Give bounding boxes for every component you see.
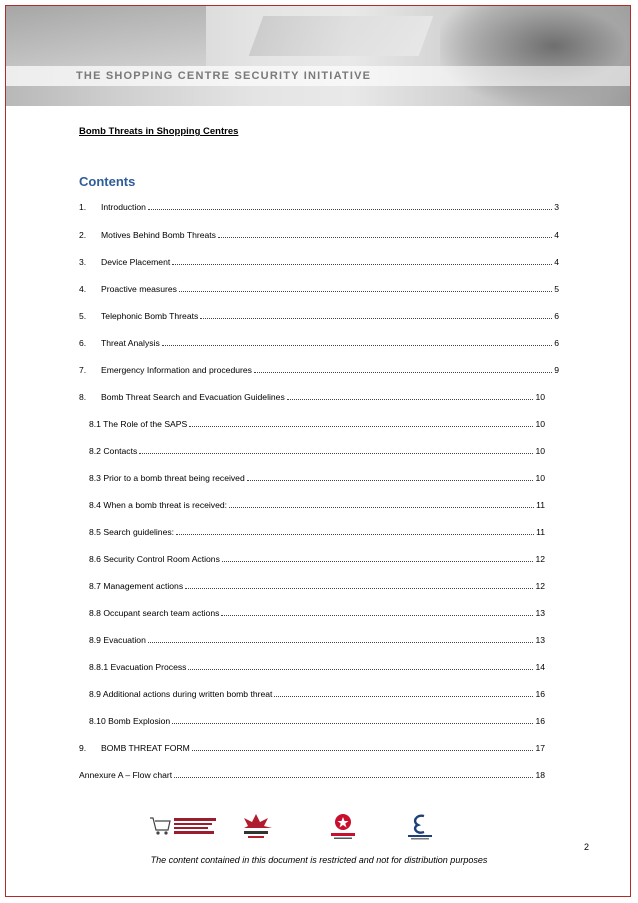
toc-dot-leader <box>162 337 552 346</box>
toc-entry-page: 11 <box>536 527 545 537</box>
crime-prevention-programme-logo <box>148 812 218 840</box>
toc-entry-label: 8.5 Search guidelines: <box>89 527 175 537</box>
toc-entry[interactable] <box>89 553 545 567</box>
toc-entry-label: Threat Analysis <box>101 338 160 348</box>
toc-dot-leader <box>247 472 534 481</box>
toc-dot-leader <box>192 742 534 751</box>
toc-dot-leader <box>229 499 534 508</box>
toc-entry-page: 4 <box>554 257 559 267</box>
toc-entry-label: Telephonic Bomb Threats <box>101 311 199 321</box>
toc-dot-leader <box>222 553 534 562</box>
toc-entry-label: 8.2 Contacts <box>89 446 138 456</box>
toc-entry-page: 10 <box>535 446 545 456</box>
toc-entry-label: 8.6 Security Control Room Actions <box>89 554 220 564</box>
toc-entry[interactable] <box>79 256 559 270</box>
banner-photo-shape <box>440 6 630 106</box>
toc-entry-label: 8.7 Management actions <box>89 581 184 591</box>
toc-entry[interactable] <box>89 661 545 675</box>
toc-entry-page: 13 <box>535 608 545 618</box>
toc-entry-page: 18 <box>535 770 545 780</box>
toc-entry-label: BOMB THREAT FORM <box>101 743 190 753</box>
toc-entry-label: 8.10 Bomb Explosion <box>89 716 171 726</box>
toc-entry[interactable] <box>89 580 545 594</box>
footer-note: The content contained in this document is restricted and not for distribution purposes <box>150 855 488 865</box>
toc-dot-leader <box>179 283 552 292</box>
toc-entry-page: 10 <box>535 419 545 429</box>
toc-entry-page: 11 <box>536 500 545 510</box>
toc-entry[interactable] <box>79 201 559 215</box>
toc-entry[interactable] <box>89 715 545 729</box>
toc-dot-leader <box>200 310 552 319</box>
toc-entry-label: Device Placement <box>101 257 171 267</box>
toc-entry-page: 6 <box>554 311 559 321</box>
toc-dot-leader <box>287 391 534 400</box>
toc-entry-label: Proactive measures <box>101 284 177 294</box>
toc-entry-page: 3 <box>554 202 559 212</box>
banner-background-shape <box>249 16 434 56</box>
toc-entry[interactable] <box>79 229 559 243</box>
toc-entry[interactable] <box>89 526 545 540</box>
toc-entry[interactable] <box>89 472 545 486</box>
toc-entry-label: 8.1 The Role of the SAPS <box>89 419 188 429</box>
sapoa-logo <box>326 812 360 840</box>
toc-entry[interactable] <box>79 769 545 783</box>
toc-entry[interactable] <box>79 337 559 351</box>
toc-entry-label: 8.4 When a bomb threat is received: <box>89 500 228 510</box>
toc-dot-leader <box>189 418 533 427</box>
toc-dot-leader <box>274 688 533 697</box>
toc-entry-label: 8.9 Evacuation <box>89 635 146 645</box>
toc-entry-number: 8. <box>79 392 87 402</box>
toc-dot-leader <box>221 607 533 616</box>
toc-entry-page: 6 <box>554 338 559 348</box>
toc-entry-page: 4 <box>554 230 559 240</box>
toc-dot-leader <box>139 445 533 454</box>
toc-dot-leader <box>176 526 534 535</box>
toc-dot-leader <box>172 715 533 724</box>
toc-dot-leader <box>188 661 533 670</box>
toc-entry-number: 7. <box>79 365 87 375</box>
toc-dot-leader <box>174 769 533 778</box>
toc-entry-label: Motives Behind Bomb Threats <box>101 230 216 240</box>
toc-entry[interactable] <box>89 634 545 648</box>
toc-entry[interactable] <box>79 742 545 756</box>
toc-entry[interactable] <box>89 418 545 432</box>
toc-dot-leader <box>185 580 533 589</box>
toc-entry[interactable] <box>79 391 545 405</box>
toc-entry-number: 4. <box>79 284 87 294</box>
business-against-crime-logo <box>402 812 438 840</box>
toc-entry[interactable] <box>79 364 559 378</box>
toc-entry[interactable] <box>89 499 545 513</box>
toc-entry-page: 16 <box>535 716 545 726</box>
toc-dot-leader <box>218 229 552 238</box>
toc-dot-leader <box>254 364 552 373</box>
toc-entry-number: 6. <box>79 338 87 348</box>
toc-entry-label: 8.9 Additional actions during written bomb threat <box>89 689 273 699</box>
sponsor-logos <box>140 812 560 840</box>
toc-entry-page: 14 <box>535 662 545 672</box>
toc-dot-leader <box>148 201 552 210</box>
toc-entry-number: 5. <box>79 311 87 321</box>
toc-dot-leader <box>172 256 552 265</box>
toc-entry-page: 9 <box>554 365 559 375</box>
toc-entry-number: 1. <box>79 202 87 212</box>
toc-dot-leader <box>148 634 534 643</box>
toc-entry-page: 5 <box>554 284 559 294</box>
toc-entry[interactable] <box>89 607 545 621</box>
toc-entry-page: 10 <box>535 473 545 483</box>
toc-entry-label: Introduction <box>101 202 146 212</box>
toc-entry-label: Emergency Information and procedures <box>101 365 252 375</box>
banner-background-shape <box>6 6 206 66</box>
toc-entry-number: 9. <box>79 743 87 753</box>
toc-entry-page: 17 <box>535 743 545 753</box>
toc-entry-page: 16 <box>535 689 545 699</box>
toc-entry-page: 13 <box>535 635 545 645</box>
toc-entry-page: 12 <box>535 554 545 564</box>
toc-entry-number: 3. <box>79 257 87 267</box>
document-title: Bomb Threats in Shopping Centres <box>79 126 239 137</box>
sacsc-logo <box>236 812 276 840</box>
toc-entry-label: 8.3 Prior to a bomb threat being received <box>89 473 245 483</box>
toc-entry[interactable] <box>89 688 545 702</box>
contents-heading: Contents <box>79 174 136 189</box>
toc-entry[interactable] <box>79 310 559 324</box>
toc-entry[interactable] <box>79 283 559 297</box>
banner-title: THE SHOPPING CENTRE SECURITY INITIATIVE <box>76 70 372 82</box>
header-banner <box>6 6 630 106</box>
page-number: 2 <box>584 842 590 852</box>
toc-entry-label: Bomb Threat Search and Evacuation Guidelines <box>101 392 285 402</box>
toc-entry-label: Annexure A – Flow chart <box>79 770 173 780</box>
toc-entry-label: 8.8.1 Evacuation Process <box>89 662 187 672</box>
toc-entry-page: 10 <box>535 392 545 402</box>
toc-entry-label: 8.8 Occupant search team actions <box>89 608 220 618</box>
toc-entry-number: 2. <box>79 230 87 240</box>
toc-entry-page: 12 <box>535 581 545 591</box>
toc-entry[interactable] <box>89 445 545 459</box>
